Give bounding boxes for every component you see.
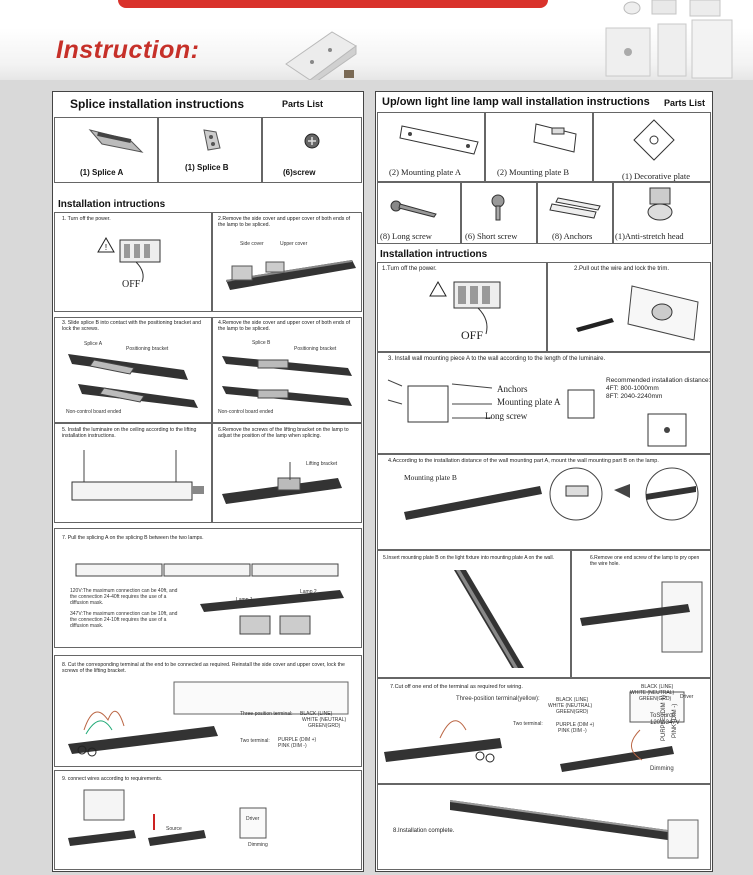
splice-step-6-text: 6.Remove the screws of the lifting bracket on the lamp to adjust the position of the lamp when splicing. xyxy=(218,427,349,439)
anchors-callout: Anchors xyxy=(497,384,528,394)
wall-purple-dim-label: PURPLE (DIM +) xyxy=(556,722,595,728)
splice-step-1-off: OFF xyxy=(122,279,141,290)
lamp-1-label: Lamp 1 xyxy=(236,597,253,603)
svg-text:!: ! xyxy=(104,243,108,252)
splice-step-2-text: 2.Remove the side cover and upper cover of both ends of the lamp to be spliced. xyxy=(218,216,351,228)
wall-step-5-text: 5.Insert mounting plate B on the light fixture into mounting plate A on the wall. xyxy=(383,555,554,561)
screw-icon xyxy=(303,132,321,150)
splice-panel-title: Splice installation instructions xyxy=(70,97,245,111)
left-black-line-label: BLACK (LINE) xyxy=(300,711,333,717)
part-long-screw-caption: (8) Long screw xyxy=(380,231,432,241)
left-white-neutral-label: WHITE (NEUTRAL) xyxy=(302,717,347,723)
long-screw-icon xyxy=(390,198,440,220)
lifting-bracket-label: Lifting bracket xyxy=(306,461,338,467)
wall-black-line-label: BLACK (LINE) xyxy=(556,697,589,703)
wall-step-3-text: 3. Install wall mounting piece A to the wall according to the length of the luminaire. xyxy=(388,356,606,362)
splice-step-8-text: 8. Cut the corresponding terminal at the end to be connected as required. Reinstall the side cover and upper cover, lock the screws of the lifting bracket. xyxy=(62,662,345,674)
wall-two-terminal-label: Two terminal: xyxy=(513,721,543,727)
wall-pink-dim-label: PINK (DIM -) xyxy=(558,728,587,734)
decorative-plate-icon xyxy=(632,118,676,162)
left-two-terminal-label: Two terminal: xyxy=(240,738,270,744)
left-source-label: Source xyxy=(166,826,182,832)
mounting-plate-a-icon xyxy=(398,120,482,160)
left-pink-dim-label: PINK (DIM -) xyxy=(278,743,307,749)
driver-white-neutral-label: WHITE (NEUTRAL) xyxy=(630,690,675,696)
part-anti-stretch-head-caption: (1)Anti-stretch head xyxy=(615,231,684,241)
splice-b-icon xyxy=(202,128,222,152)
source-voltage-label: 120V-347V xyxy=(650,720,680,726)
splice-note-120v: 120V:The maximum connection can be 40ft, and the connection 24-40ft requires the use of a diffusion mask. xyxy=(70,588,178,606)
wall-green-grd-label: GREEN(GRD) xyxy=(556,709,589,715)
wall-step-1-text: 1.Turn off the power. xyxy=(382,266,437,272)
wall-parts-list-label: Parts List xyxy=(664,98,706,108)
wall-installation-heading: Installation intructions xyxy=(380,249,488,260)
driver-green-grd-label: GREEN(GRD) xyxy=(639,696,672,702)
long-screw-callout: Long screw xyxy=(485,411,528,421)
part-mounting-plate-a-caption: (2) Mounting plate A xyxy=(389,167,462,177)
splice-product-image xyxy=(282,24,362,86)
splice-parts-list-label: Parts List xyxy=(282,99,324,109)
splice-step-3-text: 3. Slide splice B into contact with the positioning bracket and lock the screws. xyxy=(62,320,201,332)
splice-step-1-text: 1. Turn off the power. xyxy=(62,216,111,222)
wire-connection-image xyxy=(64,784,354,868)
ceiling-lamp-image xyxy=(64,448,204,514)
wall-dimming-label: Dimming xyxy=(650,766,674,772)
positioning-bracket-label-right: Positioning bracket xyxy=(294,346,337,352)
driver-label: Driver xyxy=(680,694,694,700)
positioning-bracket-label-left: Positioning bracket xyxy=(126,346,169,352)
part-short-screw-caption: (6) Short screw xyxy=(465,231,518,241)
to-source-label: ToSource xyxy=(650,713,676,719)
splice-step-7-text: 7. Pull the splicing A on the splicing B between the two lamps. xyxy=(62,535,204,541)
wall-white-neutral-label: WHITE (NEUTRAL) xyxy=(548,703,593,709)
splice-installation-heading: Installation intructions xyxy=(58,199,166,210)
lifting-bracket-image xyxy=(218,460,358,518)
page-title: Instruction: xyxy=(56,36,200,64)
lamp-2-label: Lamp 2 xyxy=(300,589,317,595)
part-splice-b-caption: (1) Splice B xyxy=(185,163,229,172)
upper-cover-label: Upper cover xyxy=(280,241,308,247)
non-control-board-label-left: Non-control board ended xyxy=(66,409,122,415)
insert-plate-image xyxy=(384,564,568,674)
recommended-distance-title: Recommended installation distance: xyxy=(606,377,711,384)
header-accent-bar xyxy=(118,0,548,8)
wall-step-4-text: 4.According to the installation distance of the wall mounting part A, mount the wall mounting part B on the lamp. xyxy=(388,458,659,464)
side-cover-label: Side cover xyxy=(240,241,264,247)
splice-b-slide-image xyxy=(218,342,358,412)
mounting-plate-a-callout: Mounting plate A xyxy=(497,397,561,407)
non-control-board-label-right: Non-control board ended xyxy=(218,409,274,415)
part-screw-caption: (6)screw xyxy=(283,168,316,177)
part-anchors-caption: (8) Anchors xyxy=(552,231,593,241)
splice-b-label: Splice B xyxy=(252,340,271,346)
wall-panel-title: Up/own light line lamp wall installation instructions xyxy=(382,96,650,108)
installation-complete-image xyxy=(446,790,702,866)
wall-step-1-off: OFF xyxy=(461,328,484,342)
wire-trim-image xyxy=(572,280,708,346)
lamp-end-cover-image xyxy=(222,240,360,300)
splice-step-4-text: 4.Remove the side cover and upper cover of both ends of the lamp to be spliced. xyxy=(218,320,351,332)
mounting-plate-b-icon xyxy=(530,120,582,160)
wall-step-6-text: 6.Remove one end screw of the lamp to pry open the wire hole. xyxy=(590,555,700,567)
recommended-distance-8ft: 8FT: 2040-2240mm xyxy=(606,393,663,400)
left-driver-label: Driver xyxy=(246,816,260,822)
short-screw-icon xyxy=(488,194,508,222)
part-decorative-plate-caption: (1) Decorative plate xyxy=(622,171,690,181)
splice-step-5-text: 5. Install the luminaire on the ceiling according to the lifting installation instructions. xyxy=(62,427,197,439)
splice-a-label: Splice A xyxy=(84,341,103,347)
recommended-distance-4ft: 4FT: 800-1000mm xyxy=(606,385,659,392)
left-three-position-label: Three-position terminal: xyxy=(240,711,293,717)
part-mounting-plate-b-caption: (2) Mounting plate B xyxy=(497,167,570,177)
splice-step-9-text: 9. connect wires according to requirements. xyxy=(62,776,163,782)
wall-step-2-text: 2.Pull out the wire and lock the trim. xyxy=(574,266,670,272)
anti-stretch-head-icon xyxy=(644,186,676,226)
left-dimming-label: Dimming xyxy=(248,842,268,848)
mounting-hardware-image xyxy=(600,0,750,80)
driver-black-line-label: BLACK (LINE) xyxy=(641,684,674,690)
anchors-icon xyxy=(548,196,604,222)
left-purple-dim-label: PURPLE (DIM +) xyxy=(278,737,317,743)
mounting-plate-b-callout: Mounting plate B xyxy=(404,473,457,482)
wall-step-8-text: 8.Installation complete. xyxy=(393,828,455,834)
left-green-grd-label: GREEN(GRD) xyxy=(308,723,341,729)
vertical-pink-dim-label: PINK (DIM -) xyxy=(672,703,678,738)
wall-three-position-label: Three-position terminal(yellow): xyxy=(456,696,540,702)
splice-a-icon xyxy=(88,126,144,156)
pry-wire-hole-image xyxy=(576,574,708,674)
part-splice-a-caption: (1) Splice A xyxy=(80,168,124,177)
splice-note-347v: 347V:The maximum connection can be 10ft, and the connection 24-10ft requires the use of a diffusion mask. xyxy=(70,611,178,629)
vertical-purple-dim-label: PURPLE (DIM +) xyxy=(661,695,667,741)
wall-step-7-text: 7.Cut off one end of the terminal as required for wiring. xyxy=(390,684,523,690)
